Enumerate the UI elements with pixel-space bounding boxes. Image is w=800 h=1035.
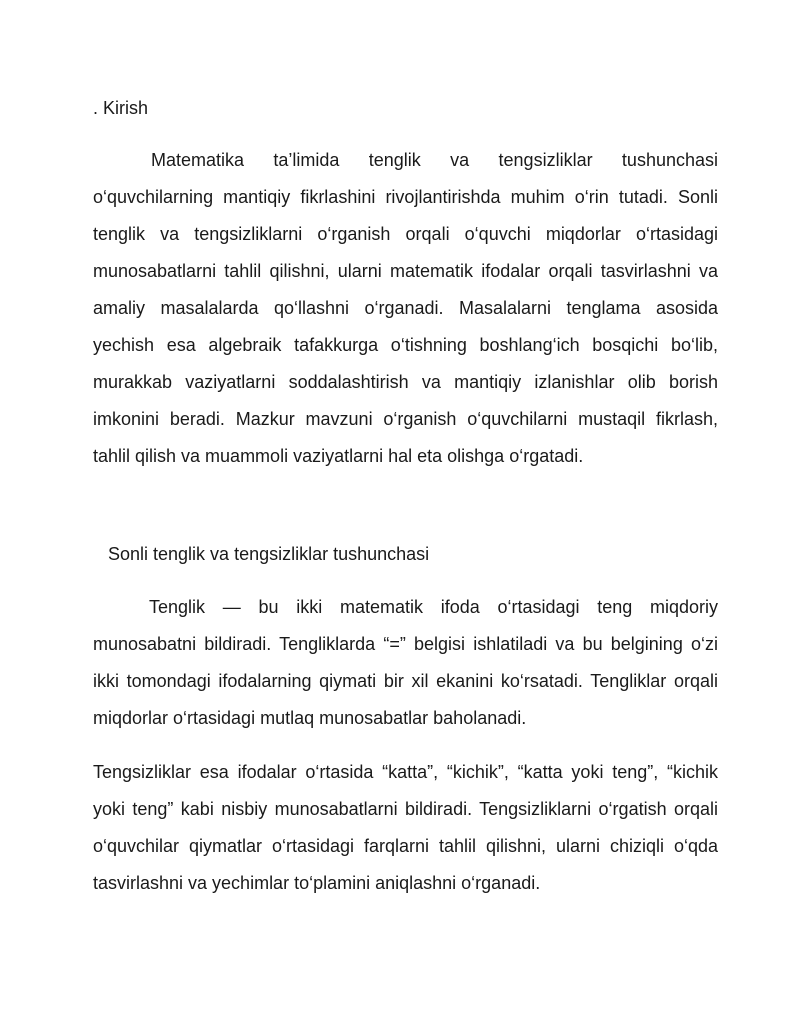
tengsizliklar-paragraph: Tengsizliklar esa ifodalar o‘rtasida “katta”, “kichik”, “katta yoki teng”, “kichik yoki teng” kabi nisbiy munosabatlarni bildiradi. Tengsizliklarni o‘rgatish orqali o‘quvchilar qiymatlar o‘rtasidagi farqlarni tahlil qilishni, ularni chiziqli o‘qda tasvirlashni va yechimlar to‘plamini aniqlashni o‘rganadi. xyxy=(93,762,718,893)
section-heading-kirish: . Kirish xyxy=(93,98,149,118)
tenglik-paragraph: Tenglik — bu ikki matematik ifoda o‘rtasidagi teng miqdoriy munosabatni bildiradi. Tengliklarda “=” belgisi ishlatiladi va bu belgining o‘zi ikki tomondagi ifodalarning qiymati bir xil ekanini ko‘rsatadi. Tengliklar orqali miqdorlar o‘rtasidagi mutlaq munosabatlar baholanadi. xyxy=(93,597,718,728)
section-heading-sonli-tenglik: Sonli tenglik va tengsizliklar tushunchasi xyxy=(108,544,430,564)
intro-paragraph: Matematika ta’limida tenglik va tengsizliklar tushunchasi o‘quvchilarning mantiqiy fikrlashini rivojlantirishda muhim o‘rin tutadi. Sonli tenglik va tengsizliklarni o‘rganish orqali o‘quvchi miqdorlar o‘rtasidagi munosabatlarni tahlil qilishni, ularni matematik ifodalar orqali tasvirlashni va amaliy masalalarda qo‘llashni o‘rganadi. Masalalarni tenglama asosida yechish esa algebraik tafakkurga o‘tishning boshlang‘ich bosqichi bo‘lib, murakkab vaziyatlarni soddalashtirish va mantiqiy izlanishlar olib borish imkonini beradi. Mazkur mavzuni o‘rganish o‘quvchilarni mustaqil fikrlash, tahlil qilish va muammoli vaziyatlarni hal eta olishga o‘rgatadi. xyxy=(93,150,718,466)
